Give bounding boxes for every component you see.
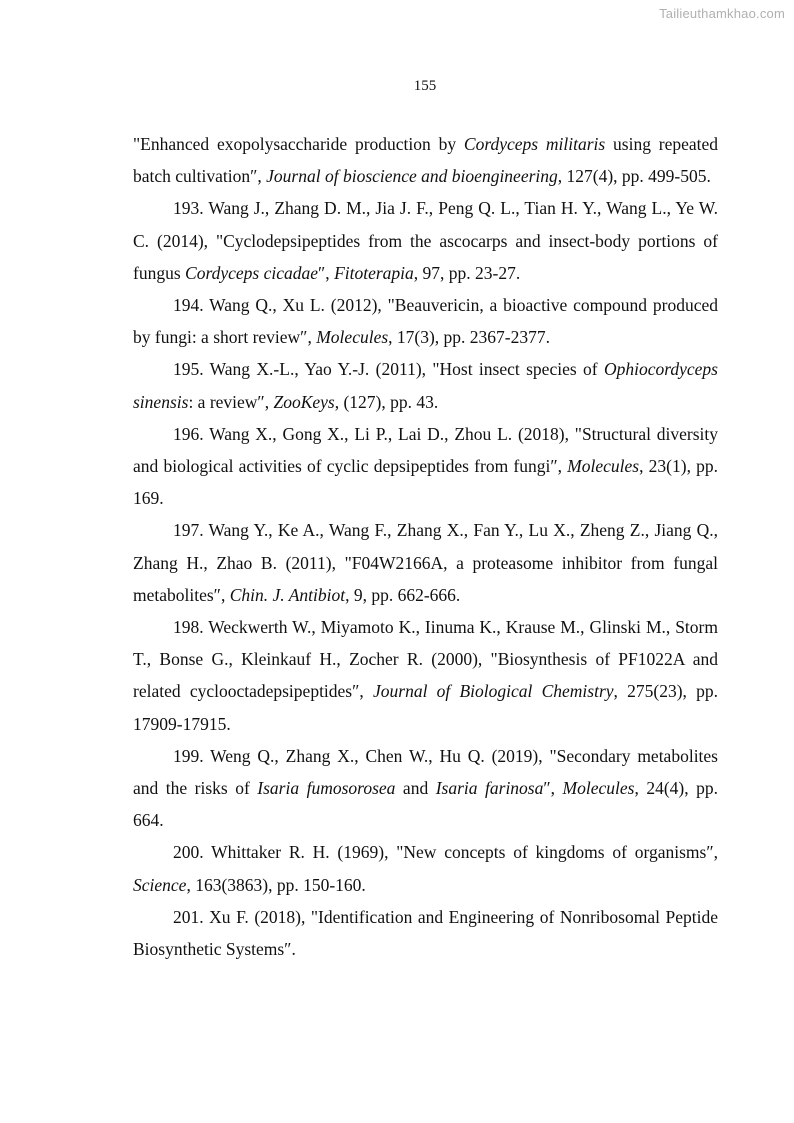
reference-text: ″, (543, 778, 563, 799)
reference-continuation (133, 128, 718, 192)
reference-text: 201. Xu F. (2018), "Identification and Engineering of Nonribosomal Peptide Biosynthetic Systems″. (133, 906, 718, 960)
reference-text: 200. Whittaker R. H. (1969), "New concepts of kingdoms of organisms″, (173, 842, 718, 863)
reference-entry (133, 353, 718, 417)
reference-entry (133, 289, 718, 353)
reference-entry (133, 901, 718, 965)
reference-text: , (127), pp. 43. (334, 391, 439, 412)
reference-text: 193. Wang J., Zhang D. M., Jia J. F., Peng Q. L., Tian H. Y., Wang L., Ye W. C. (2014), "Cyclodepsipeptides from the ascocarps and insect-body portions of fungus (133, 198, 718, 283)
reference-italic-text: Science (133, 874, 187, 895)
reference-text: "Enhanced exopolysaccharide production by (133, 134, 464, 154)
reference-text: 196. Wang X., Gong X., Li P., Lai D., Zhou L. (2018), "Structural diversity and biological activities of cyclic depsipeptides from fungi″, (133, 423, 718, 477)
reference-text: , 17(3), pp. 2367-2377. (388, 327, 551, 348)
reference-text: , 9, pp. 662-666. (345, 584, 461, 605)
reference-text: , 97, pp. 23-27. (413, 262, 521, 283)
reference-text: : a review″, (188, 391, 274, 412)
reference-text: , 127(4), pp. 499-505. (557, 166, 711, 187)
reference-italic-text: Isaria fumosorosea (257, 778, 396, 799)
reference-list (133, 128, 718, 965)
reference-entry (133, 836, 718, 900)
reference-entry (133, 740, 718, 837)
reference-italic-text: Ophiocordyceps sinensis (133, 359, 718, 412)
reference-text: , 23(1), pp. 169. (133, 456, 719, 509)
reference-italic-text: Molecules (562, 778, 635, 799)
watermark-text: Tailieuthamkhao.com (659, 6, 785, 21)
reference-italic-text: Cordyceps militaris (463, 134, 606, 154)
reference-text: ″, (318, 262, 335, 283)
reference-italic-text: Molecules (567, 456, 640, 477)
reference-text: , 24(4), pp. 664. (133, 778, 719, 831)
reference-text: , 275(23), pp. 17909-17915. (133, 681, 719, 734)
reference-text: , 163(3863), pp. 150-160. (186, 874, 366, 895)
reference-entry (133, 514, 718, 611)
reference-italic-text: Journal of bioscience and bioengineering (266, 166, 558, 187)
reference-text: 195. Wang X.-L., Yao Y.-J. (2011), "Host insect species of (173, 359, 604, 380)
reference-text: using repeated batch cultivation″, (133, 134, 719, 187)
reference-italic-text: Fitoterapia (334, 262, 414, 283)
reference-text: 198. Weckwerth W., Miyamoto K., Iinuma K., Krause M., Glinski M., Storm T., Bonse G., Kleinkauf H., Zocher R. (2000), "Biosynthesis of PF1022A and related cyclooctadepsipeptides″, (133, 617, 718, 702)
reference-italic-text: Chin. J. Antibiot (229, 584, 346, 605)
reference-entry (133, 192, 718, 289)
reference-text: and (395, 778, 436, 799)
reference-italic-text: Cordyceps cicadae (185, 262, 319, 283)
reference-italic-text: Isaria farinosa (435, 778, 544, 799)
reference-entry (133, 418, 718, 515)
reference-text: 199. Weng Q., Zhang X., Chen W., Hu Q. (2019), "Secondary metabolites and the risks of (133, 745, 718, 799)
reference-italic-text: ZooKeys (273, 391, 335, 412)
reference-italic-text: Journal of Biological Chemistry (373, 681, 614, 702)
reference-text: 197. Wang Y., Ke A., Wang F., Zhang X., Fan Y., Lu X., Zheng Z., Jiang Q., Zhang H., Zhao B. (2011), "F04W2166A, a proteasome inhibitor from fungal metabolites″, (133, 520, 718, 605)
reference-text: 194. Wang Q., Xu L. (2012), "Beauvericin, a bioactive compound produced by fungi: a short review″, (133, 295, 718, 348)
reference-entry (133, 611, 718, 740)
reference-italic-text: Molecules (316, 327, 389, 348)
page-number: 155 (413, 78, 437, 94)
